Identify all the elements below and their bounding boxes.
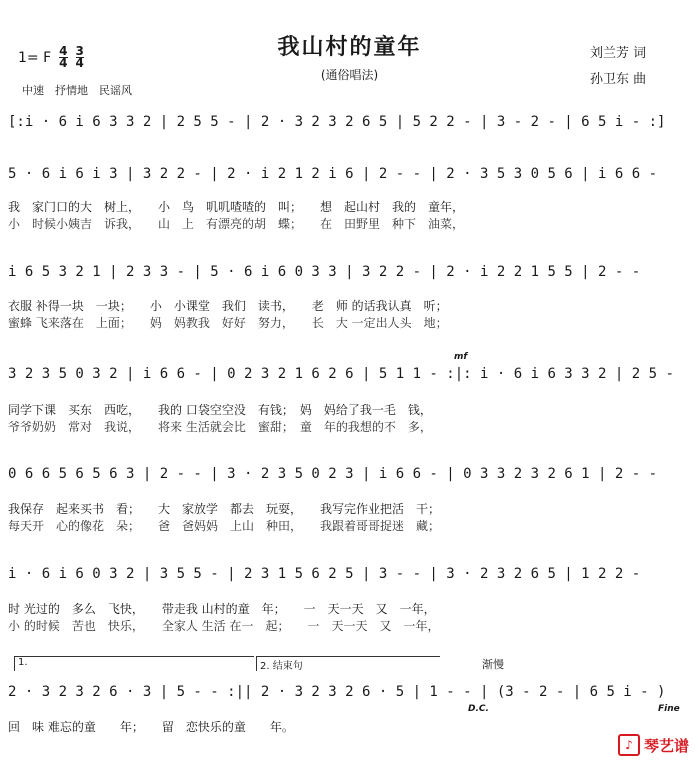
lyric-row-6b: 小 的时候 苦也 快乐， 全家人 生活 在一 起； 一 天一天 又 一年， [8, 619, 440, 633]
lyric-row-4b: 爷爷奶奶 常对 我说， 将来 生活就会比 蜜甜； 童 年的我想的不 多， [8, 420, 432, 434]
lyric-row-2b: 小 时候小姨吉 诉我， 山 上 有漂亮的胡 蝶； 在 田野里 种下 油菜， [8, 217, 465, 231]
lyric-row-6a: 时 光过的 多么 飞快， 带走我 山村的童 年； 一 天一天 又 一年， [8, 602, 436, 616]
lyric-row-5a: 我保存 起来买书 看； 大 家放学 都去 玩耍， 我写完作业把活 干； [8, 502, 441, 516]
notation-row-2: 5 · 6 i 6 i 3 | 3 2 2 - | 2 · i 2 1 2 i 6 | 2 - - | 2 · 3 5 3 0 5 6 | i 6 6 - [8, 166, 658, 182]
key-label: 1= F [18, 49, 52, 66]
lyricist-credit: 刘兰芳 词 [590, 46, 647, 61]
song-subtitle: (通俗唱法) [320, 68, 379, 82]
lyric-row-2a: 我 家门口的大 树上， 小 鸟 叽叽喳喳的 叫； 想 起山村 我的 童年， [8, 200, 465, 214]
lyric-row-5b: 每天开 心的像花 朵； 爸 爸妈妈 上山 种田， 我跟着哥哥捉迷 藏； [8, 519, 441, 533]
time-signature-2: $\frac{3}{4}$ [75, 44, 84, 70]
dynamic-mark: mf [454, 352, 468, 362]
notation-row-5: 0 6 6 5 6 5 6 3 | 2 - - | 3 · 2 3 5 0 2 3 | i 6 6 - | 0 3 3 2 3 2 6 1 | 2 - - [8, 466, 658, 482]
notation-row-4: 3 2 3 5 0 3 2 | i 6 6 - | 0 2 3 2 1 6 2 6 | 5 1 1 - :|: i · 6 i 6 3 3 2 | 2 5 - [8, 366, 674, 382]
lyric-row-3a: 衣服 补得一块 一块； 小 小课堂 我们 读书， 老 师 的话我认真 听； [8, 299, 448, 313]
fine-mark: Fine [658, 704, 680, 714]
volta-1: 1. [14, 656, 254, 671]
lyric-row-7: 回 味 难忘的童 年； 留 恋快乐的童 年。 [8, 720, 294, 734]
site-logo [618, 734, 689, 756]
dc-mark: D.C. [468, 704, 489, 714]
ritardando-mark: 渐慢 [482, 658, 504, 671]
composer-credit: 孙卫东 曲 [590, 72, 647, 87]
song-title: 我山村的童年 [277, 35, 422, 60]
notation-row-3: i 6 5 3 2 1 | 2 3 3 - | 5 · 6 i 6 0 3 3 | 3 2 2 - | 2 · i 2 2 1 5 5 | 2 - - [8, 264, 641, 280]
key-signature [18, 46, 84, 69]
volta-2: 2. 结束句 [256, 656, 440, 671]
tempo-marking: 中速 抒情地 民谣风 [22, 84, 132, 97]
time-signature-1: $\frac{4}{4}$ [59, 44, 68, 70]
lyric-row-4a: 同学下课 买东 西吃， 我的 口袋空空没 有钱； 妈 妈给了我一毛 钱， [8, 403, 432, 417]
site-logo-text: 琴艺谱 [643, 736, 689, 755]
notation-row-1: [:i · 6 i 6 3 3 2 | 2 5 5 - | 2 · 3 2 3 2 6 5 | 5 2 2 - | 3 - 2 - | 6 5 i - :] [8, 114, 666, 130]
notation-row-7: 2 · 3 2 3 2 6 · 3 | 5 - - :|| 2 · 3 2 3 2 6 · 5 | 1 - - | (3 - 2 - | 6 5 i - ) [8, 684, 666, 700]
music-logo-icon: ♪ [618, 734, 640, 756]
notation-row-6: i · 6 i 6 0 3 2 | 3 5 5 - | 2 3 1 5 6 2 5 | 3 - - | 3 · 2 3 2 6 5 | 1 2 2 - [8, 566, 641, 582]
lyric-row-3b: 蜜蜂 飞来落在 上面； 妈 妈教我 好好 努力， 长 大 一定出人头 地； [8, 316, 448, 330]
